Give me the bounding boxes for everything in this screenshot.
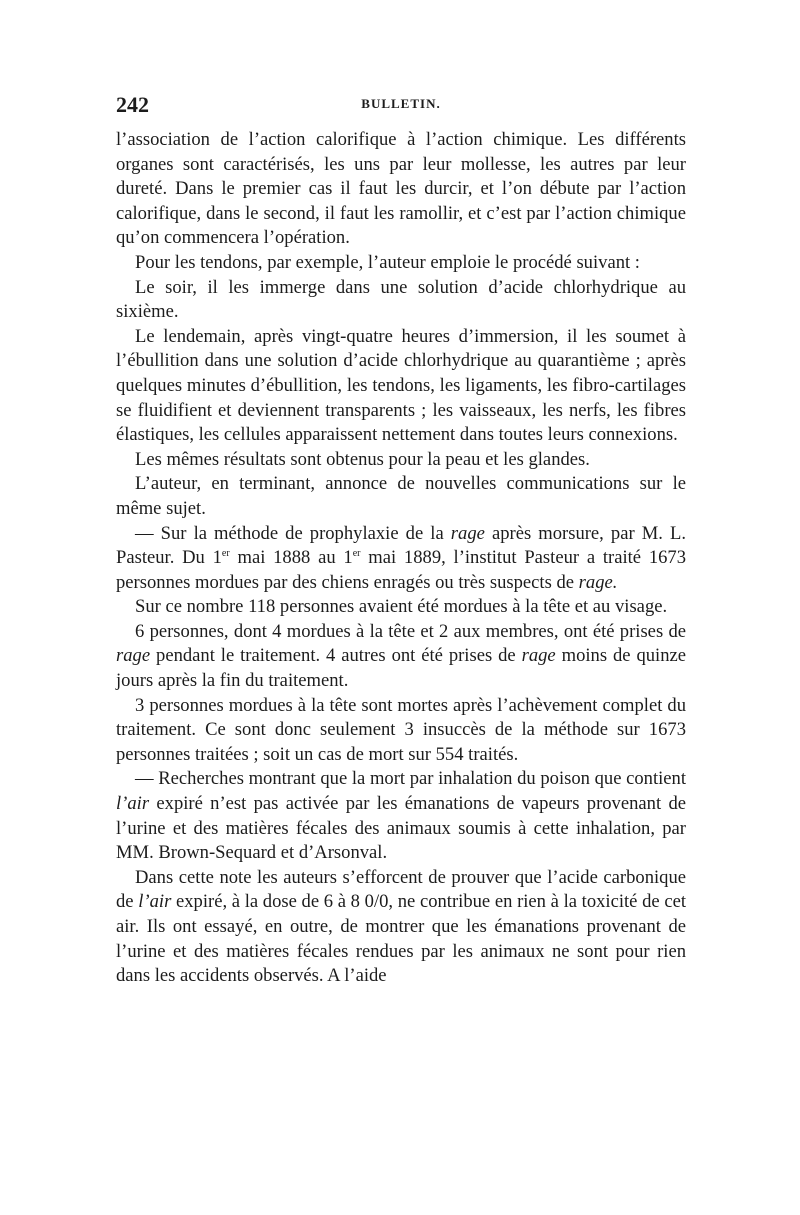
italic-term: l’air [138,891,172,913]
superscript: er [352,547,361,559]
page-header [116,92,686,122]
italic-term: rage [521,645,556,667]
paragraph: Le soir, il les immerge dans une solution d’acide chlorhydrique au sixième. [116,276,686,323]
paragraph: Les mêmes résultats sont obtenus pour la peau et les glandes. [135,448,590,470]
paragraph: Le lendemain, après vingt-quatre heures d’immersion, il les soumet à l’ébullition dans une solution d’acide chlorhydrique au quarantième ; après quelques minutes d’ébullition, les tendons, les ligaments, les fibro-cartilages se fluidifient et deviennent transparents ; les vaisseaux, les nerfs, les fibres élastiques, les cellules apparaissent nettement dans toutes leurs connexions. [116,325,686,446]
paragraph: — Sur la méthode de prophylaxie de la rage après morsure, par M. L. Pasteur. Du 1er mai 1888 au 1er mai 1889, l’institut Pasteur a traité 1673 personnes mordues par des chiens enragés ou très suspects de rage. [116,522,687,593]
italic-term: rage [116,645,151,667]
superscript: er [221,547,230,559]
paragraph: — Recherches montrant que la mort par inhalation du poison que contient l’air expiré n’est pas activée par les émanations de vapeurs provenant de l’urine et des matières fécales des animaux soumis à cette inhalation, par MM. Brown-Sequard et d’Arsonval. [116,768,686,864]
italic-term: rage. [578,571,618,593]
paragraph: Sur ce nombre 118 personnes avaient été mordues à la tête et au visage. [135,596,668,618]
paragraph: L’auteur, en terminant, annonce de nouvelles communications sur le même sujet. [116,473,686,519]
paragraph: l’association de l’action calorifique à l’action chimique. Les différents organes sont caractérisés, les uns par leur mollesse, les autres par leur dureté. Dans le premier cas il faut les durcir, et l’on débute par l’action calorifique, dans le second, il faut les ramollir, et c’est par l’action chimique qu’on commencera l’opération. [116,129,686,249]
paragraph: Pour les tendons, par exemple, l’auteur emploie le procédé suivant : [135,251,640,273]
italic-term: l’air [116,793,150,815]
paragraph: 3 personnes mordues à la tête sont mortes après l’achèvement complet du traitement. Ce sont donc seulement 3 insuccès de la méthode sur 1673 personnes traitées ; soit un cas de mort sur 554 traités. [116,694,686,765]
paragraph: Dans cette note les auteurs s’efforcent de prouver que l’acide carbonique de l’air expiré, à la dose de 6 à 8 0/0, ne contribue en rien à la toxicité de cet air. Ils ont essayé, en outre, de montrer que les émanations provenant de l’urine et des matières fécales rendues par les animaux ne sont pour rien dans les accidents observés. A l’aide [116,866,687,987]
page-number: 242 [116,92,149,117]
running-head: BULLETIN. [361,96,441,111]
body-text [116,128,686,989]
italic-term: rage [450,522,485,544]
paragraph: 6 personnes, dont 4 mordues à la tête et 2 aux membres, ont été prises de rage pendant le traitement. 4 autres ont été prises de rage moins de quinze jours après la fin du traitement. [116,620,687,692]
